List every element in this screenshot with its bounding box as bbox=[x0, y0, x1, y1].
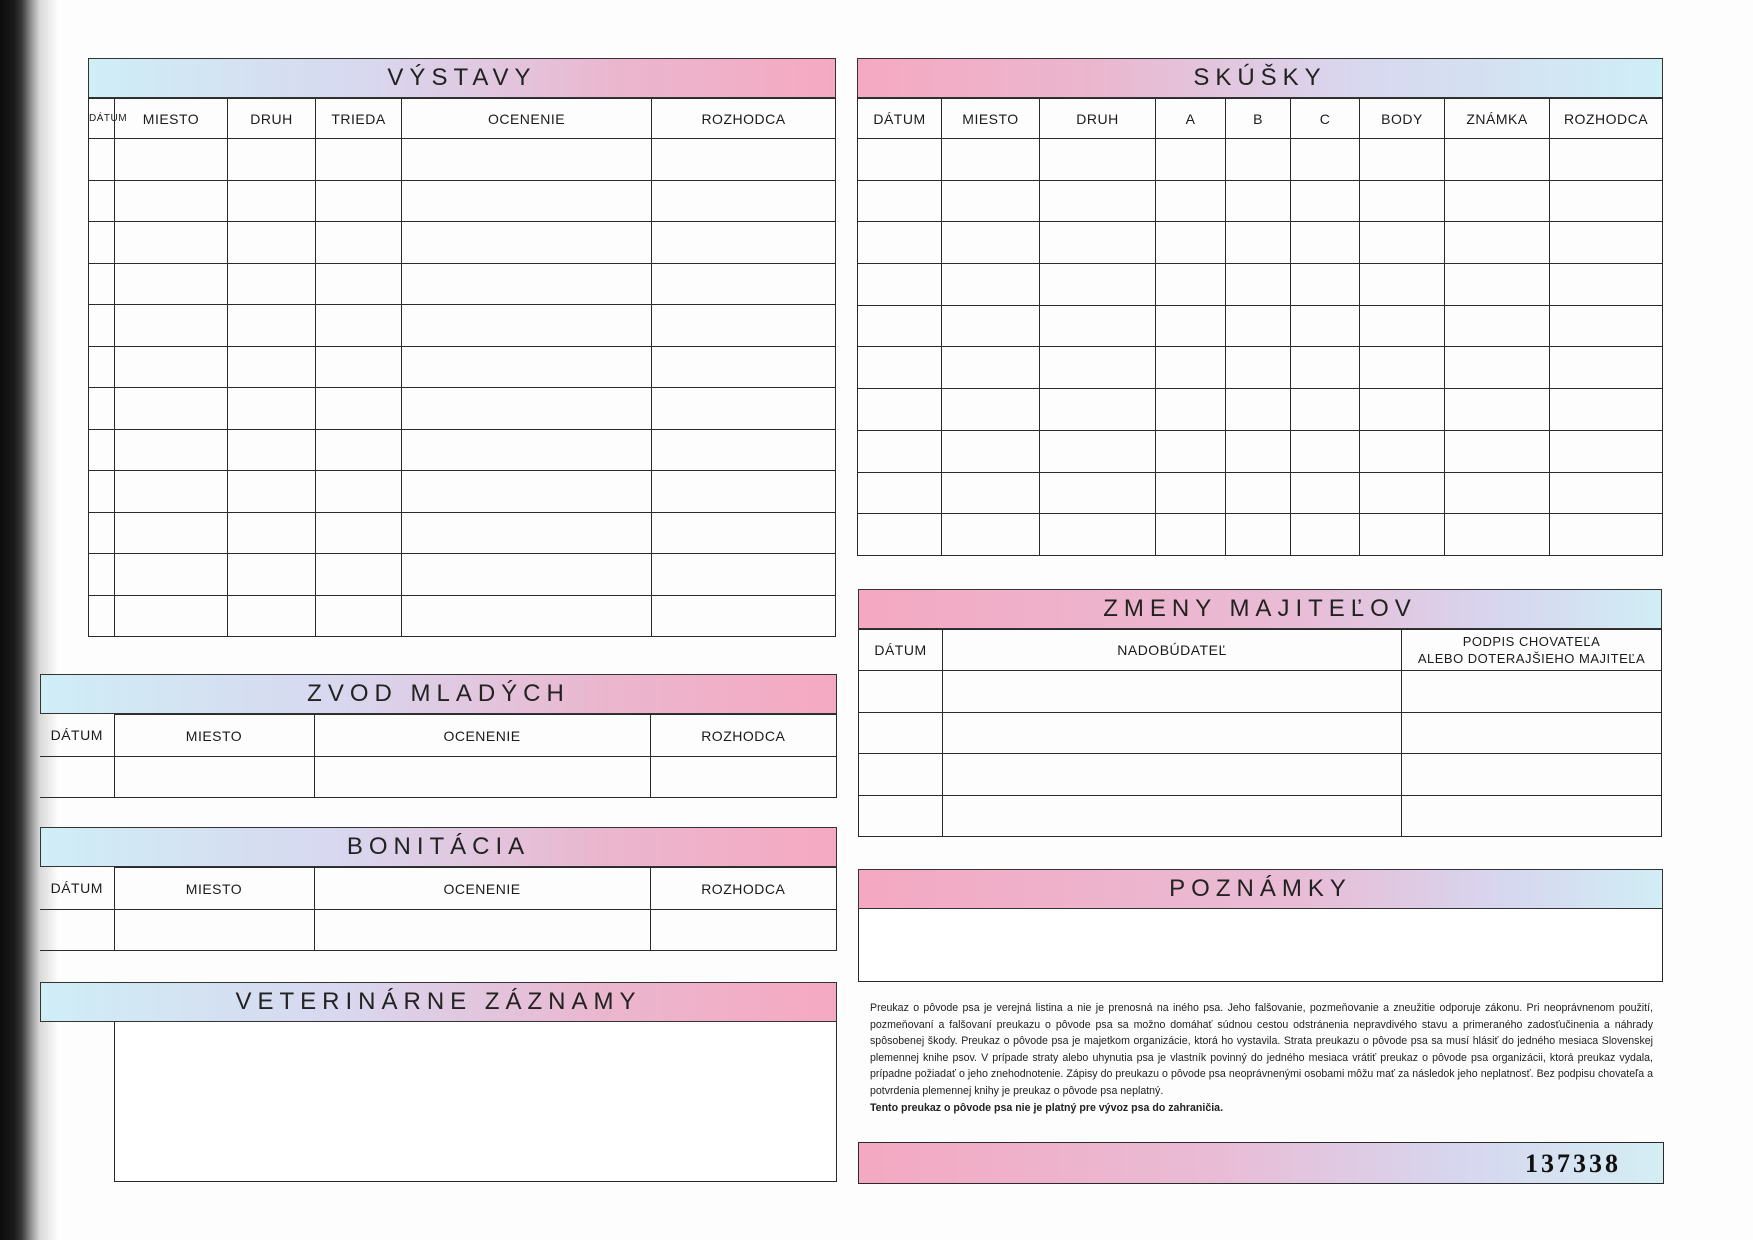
table-cell[interactable] bbox=[1445, 305, 1550, 347]
col-miesto: MIESTO bbox=[942, 99, 1040, 139]
table-cell[interactable] bbox=[228, 180, 316, 222]
table-cell[interactable] bbox=[652, 595, 836, 637]
table-cell[interactable] bbox=[1360, 180, 1445, 222]
table-cell[interactable] bbox=[89, 222, 115, 264]
table-cell[interactable] bbox=[1291, 139, 1360, 181]
table-cell[interactable] bbox=[1040, 139, 1156, 181]
col-ocenenie: OCENENIE bbox=[314, 715, 650, 757]
table-cell[interactable] bbox=[858, 514, 942, 556]
table-cell[interactable] bbox=[1156, 389, 1226, 431]
table-cell[interactable] bbox=[942, 472, 1040, 514]
table-cell[interactable] bbox=[316, 305, 402, 347]
col-miesto: MIESTO bbox=[114, 715, 314, 757]
table-row bbox=[89, 263, 836, 305]
legal-text: Preukaz o pôvode psa je verejná listina a nie je prenosná na iného psa. Jeho falšovanie, pozmeňovanie a zneužitie odporuje zákonu. Pri neoprávnenom použití, pozmeňovaní a falšovaní preukazu o pôvode psa sa možno domáhať súdnou cestou odstránenia nepravdivého stavu a primeraného zadosťučinenia a náhrady spôsobenej škody. Preukaz o pôvode psa je majetkom organizácie, ktorá ho vystavila. Strata preukazu o pôvode psa sa musí hlásiť do jedného mesiaca Slovenskej plemennej knihe psov. V prípade straty alebo uhynutia psa je vlastník povinný do jedného mesiaca vrátiť preukaz o pôvode psa organizácii, ktorá preukaz vydala, prípadne požiadať o jeho znehodnotenie. Zápisy do preukazu o pôvode psa neoprávnenými osobami môžu mať za následok jeho neplatnosť. Bez podpisu chovateľa a potvrdenia plemennej knihy je preukaz o pôvode psa neplatný. bbox=[870, 1002, 1653, 1097]
table-row bbox=[858, 139, 1663, 181]
table-cell[interactable] bbox=[1291, 472, 1360, 514]
table-row bbox=[859, 671, 1662, 713]
table-cell[interactable] bbox=[228, 139, 316, 181]
col-trieda: TRIEDA bbox=[316, 99, 402, 139]
table-cell[interactable] bbox=[89, 471, 115, 513]
table-row bbox=[89, 346, 836, 388]
table-cell[interactable] bbox=[89, 139, 115, 181]
zmeny-title: ZMENY MAJITEĽOV bbox=[858, 589, 1662, 629]
table-cell[interactable] bbox=[40, 757, 114, 798]
table-cell[interactable] bbox=[1445, 389, 1550, 431]
col-rozhodca: ROZHODCA bbox=[650, 715, 837, 757]
table-cell[interactable] bbox=[402, 388, 652, 430]
table-cell[interactable] bbox=[942, 514, 1040, 556]
table-cell[interactable] bbox=[1291, 180, 1360, 222]
table-cell[interactable] bbox=[40, 910, 114, 951]
table-cell[interactable] bbox=[1156, 264, 1226, 306]
table-cell[interactable] bbox=[1550, 389, 1663, 431]
table-cell[interactable] bbox=[1040, 472, 1156, 514]
table-cell[interactable] bbox=[402, 180, 652, 222]
table-cell[interactable] bbox=[1226, 222, 1291, 264]
zmeny-rows bbox=[859, 671, 1662, 837]
table-cell[interactable] bbox=[943, 671, 1402, 713]
table-cell[interactable] bbox=[402, 222, 652, 264]
table-cell[interactable] bbox=[1360, 347, 1445, 389]
table-cell[interactable] bbox=[228, 512, 316, 554]
table-cell[interactable] bbox=[115, 180, 228, 222]
vystavy-table bbox=[88, 98, 836, 637]
table-cell[interactable] bbox=[115, 429, 228, 471]
table-cell[interactable] bbox=[89, 512, 115, 554]
zvod-table bbox=[40, 714, 837, 798]
vystavy-rows bbox=[89, 139, 836, 637]
table-cell[interactable] bbox=[1360, 139, 1445, 181]
zmeny-table bbox=[858, 629, 1662, 837]
table-cell[interactable] bbox=[115, 388, 228, 430]
table-cell[interactable] bbox=[652, 471, 836, 513]
table-cell[interactable] bbox=[1156, 305, 1226, 347]
table-cell[interactable] bbox=[858, 347, 942, 389]
table-cell[interactable] bbox=[943, 754, 1402, 796]
table-cell[interactable] bbox=[652, 263, 836, 305]
table-cell[interactable] bbox=[316, 554, 402, 596]
table-cell[interactable] bbox=[858, 472, 942, 514]
table-cell[interactable] bbox=[1550, 264, 1663, 306]
table-row bbox=[89, 429, 836, 471]
table-cell[interactable] bbox=[1291, 264, 1360, 306]
table-cell[interactable] bbox=[1550, 347, 1663, 389]
table-cell[interactable] bbox=[228, 388, 316, 430]
table-cell[interactable] bbox=[1402, 712, 1662, 754]
table-cell[interactable] bbox=[114, 757, 314, 798]
table-row bbox=[40, 910, 837, 951]
table-cell[interactable] bbox=[1040, 514, 1156, 556]
table-cell[interactable] bbox=[1291, 389, 1360, 431]
table-cell[interactable] bbox=[89, 305, 115, 347]
zvod-title: ZVOD MLADÝCH bbox=[40, 674, 837, 714]
table-cell[interactable] bbox=[650, 910, 837, 951]
table-cell[interactable] bbox=[1040, 180, 1156, 222]
table-row bbox=[89, 512, 836, 554]
table-cell[interactable] bbox=[1226, 180, 1291, 222]
table-cell[interactable] bbox=[1226, 389, 1291, 431]
table-cell[interactable] bbox=[1040, 389, 1156, 431]
table-cell[interactable] bbox=[652, 222, 836, 264]
table-cell[interactable] bbox=[859, 671, 943, 713]
skusky-rows bbox=[858, 139, 1663, 556]
table-cell[interactable] bbox=[858, 139, 942, 181]
table-row bbox=[859, 754, 1662, 796]
table-cell[interactable] bbox=[115, 512, 228, 554]
col-b: B bbox=[1226, 99, 1291, 139]
table-row bbox=[89, 554, 836, 596]
poznamky-title: POZNÁMKY bbox=[858, 869, 1663, 909]
table-cell[interactable] bbox=[1291, 514, 1360, 556]
table-cell[interactable] bbox=[652, 180, 836, 222]
table-row bbox=[858, 222, 1663, 264]
table-cell[interactable] bbox=[1402, 754, 1662, 796]
table-cell[interactable] bbox=[89, 180, 115, 222]
table-cell[interactable] bbox=[402, 139, 652, 181]
table-cell[interactable] bbox=[1360, 222, 1445, 264]
table-cell[interactable] bbox=[228, 429, 316, 471]
table-cell[interactable] bbox=[1445, 347, 1550, 389]
table-cell[interactable] bbox=[115, 346, 228, 388]
table-cell[interactable] bbox=[1550, 514, 1663, 556]
veterinarne-records-box[interactable] bbox=[114, 1022, 837, 1182]
table-cell[interactable] bbox=[89, 263, 115, 305]
table-cell[interactable] bbox=[402, 263, 652, 305]
veterinarne-title: VETERINÁRNE ZÁZNAMY bbox=[40, 982, 837, 1022]
table-cell[interactable] bbox=[316, 429, 402, 471]
scan-left-edge bbox=[0, 0, 58, 1240]
table-cell[interactable] bbox=[858, 430, 942, 472]
table-cell[interactable] bbox=[650, 757, 837, 798]
table-cell[interactable] bbox=[1156, 472, 1226, 514]
col-druh: DRUH bbox=[228, 99, 316, 139]
table-cell[interactable] bbox=[228, 305, 316, 347]
table-cell[interactable] bbox=[402, 305, 652, 347]
table-cell[interactable] bbox=[314, 910, 650, 951]
table-cell[interactable] bbox=[1445, 514, 1550, 556]
col-datum: DÁTUM bbox=[89, 99, 115, 139]
table-row bbox=[858, 472, 1663, 514]
col-nadobudatel: NADOBÚDATEĽ bbox=[943, 630, 1402, 671]
col-datum: DÁTUM bbox=[40, 868, 114, 910]
table-cell[interactable] bbox=[1445, 139, 1550, 181]
table-cell[interactable] bbox=[115, 471, 228, 513]
table-cell[interactable] bbox=[228, 595, 316, 637]
table-cell[interactable] bbox=[1291, 222, 1360, 264]
col-rozhodca: ROZHODCA bbox=[1550, 99, 1663, 139]
table-cell[interactable] bbox=[858, 264, 942, 306]
table-cell[interactable] bbox=[1226, 472, 1291, 514]
col-rozhodca: ROZHODCA bbox=[652, 99, 836, 139]
table-row bbox=[858, 514, 1663, 556]
table-cell[interactable] bbox=[1445, 222, 1550, 264]
col-datum: DÁTUM bbox=[858, 99, 942, 139]
table-cell[interactable] bbox=[942, 264, 1040, 306]
table-cell[interactable] bbox=[89, 429, 115, 471]
table-cell[interactable] bbox=[115, 263, 228, 305]
col-datum: DÁTUM bbox=[40, 715, 114, 757]
table-cell[interactable] bbox=[942, 430, 1040, 472]
table-row bbox=[858, 180, 1663, 222]
table-cell[interactable] bbox=[115, 595, 228, 637]
table-cell[interactable] bbox=[1226, 347, 1291, 389]
table-cell[interactable] bbox=[1550, 222, 1663, 264]
table-row bbox=[859, 795, 1662, 837]
table-cell[interactable] bbox=[1156, 222, 1226, 264]
table-cell[interactable] bbox=[652, 554, 836, 596]
table-row bbox=[859, 712, 1662, 754]
table-cell[interactable] bbox=[1040, 264, 1156, 306]
table-cell[interactable] bbox=[1550, 472, 1663, 514]
table-cell[interactable] bbox=[316, 346, 402, 388]
col-body: BODY bbox=[1360, 99, 1445, 139]
table-cell[interactable] bbox=[1040, 430, 1156, 472]
table-cell[interactable] bbox=[402, 429, 652, 471]
table-cell[interactable] bbox=[316, 222, 402, 264]
col-c: C bbox=[1291, 99, 1360, 139]
table-row bbox=[89, 139, 836, 181]
vystavy-title: VÝSTAVY bbox=[88, 58, 836, 98]
table-cell[interactable] bbox=[314, 757, 650, 798]
table-cell[interactable] bbox=[1402, 671, 1662, 713]
table-row bbox=[89, 180, 836, 222]
table-cell[interactable] bbox=[1156, 347, 1226, 389]
table-cell[interactable] bbox=[1156, 180, 1226, 222]
table-cell[interactable] bbox=[89, 388, 115, 430]
table-cell[interactable] bbox=[1156, 514, 1226, 556]
table-cell[interactable] bbox=[652, 139, 836, 181]
table-cell[interactable] bbox=[943, 712, 1402, 754]
table-cell[interactable] bbox=[858, 222, 942, 264]
table-cell[interactable] bbox=[228, 222, 316, 264]
table-cell[interactable] bbox=[316, 139, 402, 181]
table-cell[interactable] bbox=[1550, 430, 1663, 472]
table-cell[interactable] bbox=[115, 554, 228, 596]
table-cell[interactable] bbox=[115, 222, 228, 264]
table-cell[interactable] bbox=[859, 754, 943, 796]
table-row bbox=[89, 471, 836, 513]
table-cell[interactable] bbox=[858, 389, 942, 431]
table-row bbox=[858, 264, 1663, 306]
col-ocenenie: OCENENIE bbox=[314, 868, 650, 910]
table-cell[interactable] bbox=[1445, 180, 1550, 222]
table-cell[interactable] bbox=[942, 180, 1040, 222]
table-cell[interactable] bbox=[652, 512, 836, 554]
bonitacia-title: BONITÁCIA bbox=[40, 827, 837, 867]
table-row bbox=[89, 305, 836, 347]
col-ocenenie: OCENENIE bbox=[402, 99, 652, 139]
table-cell[interactable] bbox=[1550, 180, 1663, 222]
table-cell[interactable] bbox=[1550, 305, 1663, 347]
col-podpis: PODPIS CHOVATEĽA ALEBO DOTERAJŠIEHO MAJITEĽA bbox=[1402, 630, 1662, 671]
table-cell[interactable] bbox=[1040, 305, 1156, 347]
table-cell[interactable] bbox=[1360, 305, 1445, 347]
table-cell[interactable] bbox=[1226, 139, 1291, 181]
table-cell[interactable] bbox=[316, 263, 402, 305]
table-cell[interactable] bbox=[859, 712, 943, 754]
table-cell[interactable] bbox=[1402, 795, 1662, 837]
table-cell[interactable] bbox=[652, 429, 836, 471]
table-cell[interactable] bbox=[858, 305, 942, 347]
table-cell[interactable] bbox=[942, 389, 1040, 431]
table-cell[interactable] bbox=[1445, 430, 1550, 472]
table-cell[interactable] bbox=[228, 471, 316, 513]
table-cell[interactable] bbox=[402, 554, 652, 596]
table-cell[interactable] bbox=[1156, 139, 1226, 181]
table-cell[interactable] bbox=[1291, 430, 1360, 472]
table-cell[interactable] bbox=[316, 595, 402, 637]
col-rozhodca: ROZHODCA bbox=[650, 868, 837, 910]
table-row bbox=[89, 388, 836, 430]
table-cell[interactable] bbox=[228, 346, 316, 388]
table-cell[interactable] bbox=[89, 595, 115, 637]
table-cell[interactable] bbox=[1550, 139, 1663, 181]
table-cell[interactable] bbox=[652, 388, 836, 430]
table-cell[interactable] bbox=[1226, 430, 1291, 472]
bonitacia-table bbox=[40, 867, 837, 951]
col-miesto: MIESTO bbox=[114, 868, 314, 910]
table-row bbox=[858, 347, 1663, 389]
table-cell[interactable] bbox=[1445, 472, 1550, 514]
table-cell[interactable] bbox=[1040, 222, 1156, 264]
col-druh: DRUH bbox=[1040, 99, 1156, 139]
table-cell[interactable] bbox=[89, 346, 115, 388]
table-cell[interactable] bbox=[114, 910, 314, 951]
legal-notice bbox=[870, 1000, 1653, 1116]
table-cell[interactable] bbox=[316, 180, 402, 222]
serial-number: 137338 bbox=[1525, 1149, 1621, 1178]
table-cell[interactable] bbox=[859, 795, 943, 837]
table-cell[interactable] bbox=[1291, 305, 1360, 347]
table-row bbox=[858, 305, 1663, 347]
table-cell[interactable] bbox=[1226, 305, 1291, 347]
table-row bbox=[89, 222, 836, 264]
col-datum: DÁTUM bbox=[859, 630, 943, 671]
table-cell[interactable] bbox=[115, 139, 228, 181]
table-cell[interactable] bbox=[858, 180, 942, 222]
table-cell[interactable] bbox=[1360, 389, 1445, 431]
table-cell[interactable] bbox=[1040, 347, 1156, 389]
table-cell[interactable] bbox=[115, 305, 228, 347]
table-cell[interactable] bbox=[942, 347, 1040, 389]
table-cell[interactable] bbox=[652, 346, 836, 388]
table-cell[interactable] bbox=[1226, 264, 1291, 306]
table-cell[interactable] bbox=[89, 554, 115, 596]
legal-bold-text: Tento preukaz o pôvode psa nie je platný pre vývoz psa do zahraničia. bbox=[870, 1101, 1224, 1114]
table-cell[interactable] bbox=[943, 795, 1402, 837]
table-cell[interactable] bbox=[1360, 472, 1445, 514]
skusky-title: SKÚŠKY bbox=[857, 58, 1663, 98]
table-cell[interactable] bbox=[1360, 514, 1445, 556]
table-cell[interactable] bbox=[228, 263, 316, 305]
table-cell[interactable] bbox=[1291, 347, 1360, 389]
table-cell[interactable] bbox=[1360, 264, 1445, 306]
serial-number-band bbox=[858, 1142, 1664, 1184]
table-cell[interactable] bbox=[402, 512, 652, 554]
table-cell[interactable] bbox=[402, 471, 652, 513]
poznamky-box[interactable] bbox=[858, 909, 1663, 982]
table-cell[interactable] bbox=[652, 305, 836, 347]
table-cell[interactable] bbox=[402, 346, 652, 388]
table-row bbox=[858, 389, 1663, 431]
table-cell[interactable] bbox=[1226, 514, 1291, 556]
table-cell[interactable] bbox=[1360, 430, 1445, 472]
col-znamka: ZNÁMKA bbox=[1445, 99, 1550, 139]
col-miesto: MIESTO bbox=[115, 99, 228, 139]
table-cell[interactable] bbox=[316, 512, 402, 554]
skusky-table bbox=[857, 98, 1663, 556]
table-cell[interactable] bbox=[1156, 430, 1226, 472]
table-cell[interactable] bbox=[316, 388, 402, 430]
table-cell[interactable] bbox=[942, 139, 1040, 181]
table-cell[interactable] bbox=[942, 305, 1040, 347]
table-row bbox=[40, 757, 837, 798]
table-cell[interactable] bbox=[316, 471, 402, 513]
table-cell[interactable] bbox=[942, 222, 1040, 264]
table-row bbox=[89, 595, 836, 637]
table-cell[interactable] bbox=[228, 554, 316, 596]
col-a: A bbox=[1156, 99, 1226, 139]
table-cell[interactable] bbox=[1445, 264, 1550, 306]
table-row bbox=[858, 430, 1663, 472]
table-cell[interactable] bbox=[402, 595, 652, 637]
